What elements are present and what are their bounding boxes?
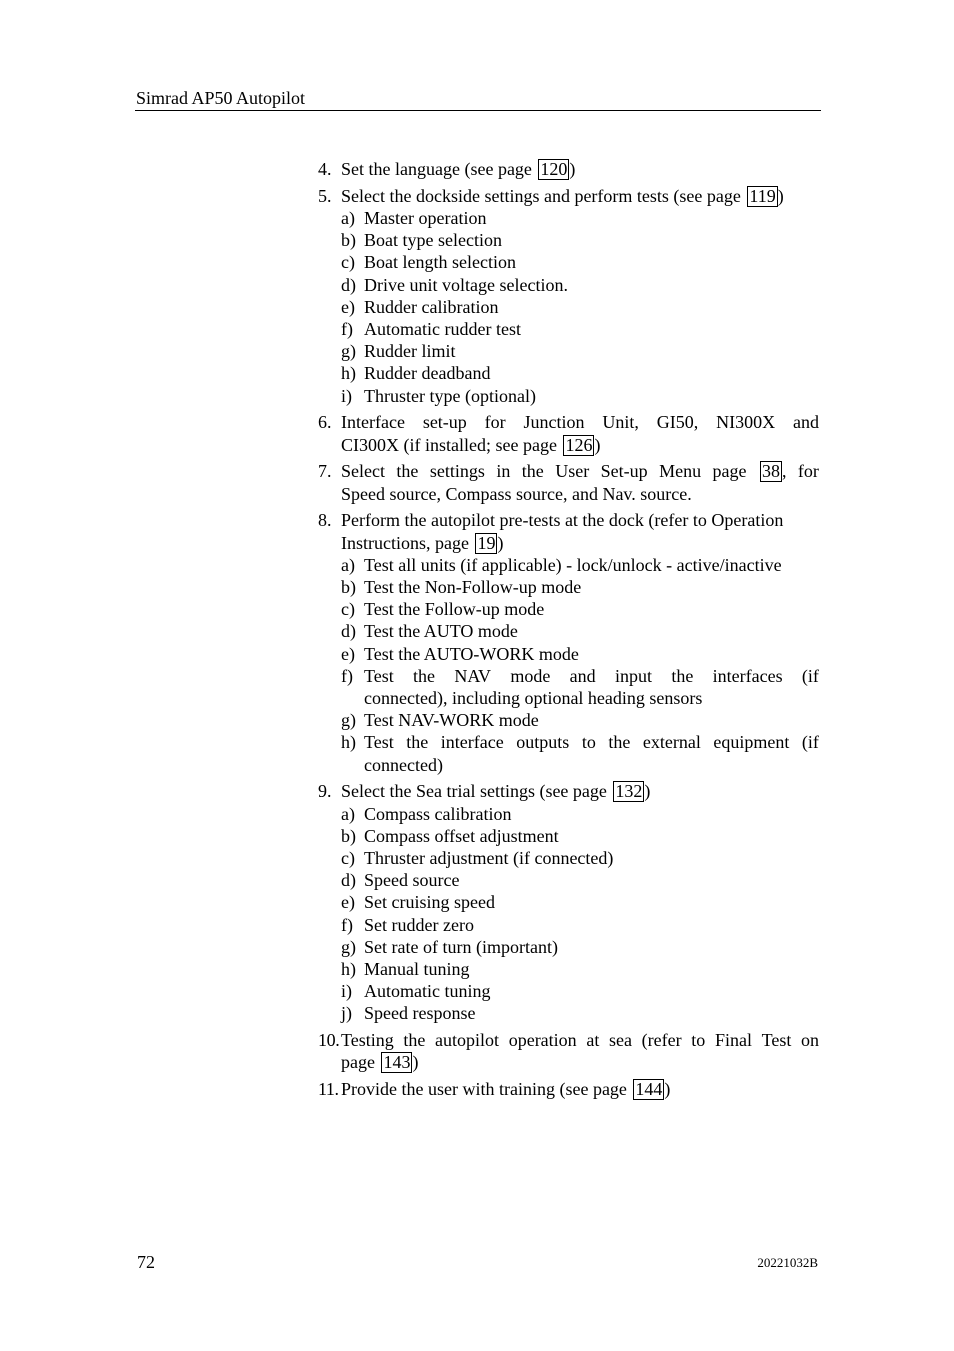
word: Set-up [600, 461, 648, 482]
item-tail: ) [594, 434, 601, 455]
word: the [396, 461, 419, 482]
page-reference-link[interactable]: 119 [749, 185, 776, 206]
word: input [614, 665, 652, 686]
sub-item-letter: g) [341, 341, 356, 362]
running-header-title: Simrad AP50 Autopilot [136, 88, 306, 108]
sub-item-text: Boat length selection [364, 252, 516, 273]
word: mode [510, 665, 551, 686]
item-tail: ) [497, 532, 504, 553]
word: the [406, 732, 429, 753]
sub-item [341, 665, 819, 687]
sub-item [341, 914, 819, 936]
item-text-justified [341, 411, 819, 433]
sub-item-letter: h) [341, 732, 356, 753]
sub-item [341, 803, 819, 825]
item-text: Perform the autopilot pre-tests at the dock (refer to Operation [341, 510, 784, 531]
sub-item-text-justified [364, 665, 819, 687]
list-item-5 [318, 185, 819, 407]
item-number: 6. [318, 412, 332, 433]
word: NAV [454, 665, 492, 686]
sub-item-letter: g) [341, 936, 356, 957]
sub-item-letter: d) [341, 870, 356, 891]
sub-item [341, 936, 819, 958]
item-text: page [341, 1052, 375, 1073]
word: equipment [713, 732, 790, 753]
item-number: 9. [318, 781, 332, 802]
word: Testing [341, 1030, 394, 1051]
list-item-11 [318, 1078, 819, 1100]
sub-item [341, 731, 819, 753]
sub-item-text: Test the Follow-up mode [364, 599, 545, 620]
sub-item-letter: a) [341, 803, 355, 824]
sub-item [341, 825, 819, 847]
item-number: 4. [318, 159, 332, 179]
sub-item-text: Master operation [364, 208, 487, 228]
sub-item-text: Thruster adjustment (if connected) [364, 848, 614, 869]
page-reference-link[interactable]: 120 [540, 159, 568, 179]
item-number: 10. [318, 1030, 340, 1051]
item-tail: ) [569, 159, 576, 179]
sub-item-text: Compass offset adjustment [364, 825, 559, 846]
word: on [801, 1030, 819, 1051]
page-reference-link[interactable]: 132 [615, 781, 643, 802]
word: NI300X [716, 412, 776, 433]
sub-item-text: Set rate of turn (important) [364, 936, 558, 957]
sub-item-continuation [341, 754, 819, 776]
sub-item-text: Drive unit voltage selection. [364, 274, 568, 295]
sub-item [341, 229, 819, 251]
word: (refer [641, 1030, 682, 1051]
sub-item-text: Test the Non-Follow-up mode [364, 577, 582, 598]
sub-item [341, 207, 819, 229]
list-item-7 [318, 460, 819, 504]
item-text-justified [341, 460, 819, 482]
word: the [608, 732, 631, 753]
sub-item-letter: f) [341, 319, 353, 340]
sub-item-text: Test the AUTO mode [364, 621, 518, 642]
page-reference-link[interactable]: 143 [383, 1052, 411, 1073]
word: page [712, 461, 747, 482]
word: outputs [516, 732, 570, 753]
sub-item-text: Test the AUTO-WORK mode [364, 643, 579, 664]
list-item-4 [318, 158, 819, 180]
item-tail: ) [644, 781, 651, 802]
sub-item-text-justified [364, 731, 819, 753]
sub-item-text: connected), including optional heading sensors [364, 688, 703, 709]
header-rule [135, 110, 821, 111]
sub-item-letter: b) [341, 577, 356, 598]
item-tail: ) [412, 1052, 419, 1073]
sub-item [341, 340, 819, 362]
item-tail: ) [664, 1079, 671, 1100]
word: for [797, 461, 819, 482]
procedure-list [318, 158, 819, 1105]
word: settings [429, 461, 485, 482]
sub-item-letter: h) [341, 959, 356, 980]
sub-item-text: Rudder deadband [364, 363, 491, 384]
sub-item-text: Test NAV-WORK mode [364, 710, 539, 731]
page-reference-link[interactable]: 19 [477, 532, 496, 553]
item-text-justified [341, 1029, 819, 1051]
item-text: Select the dockside settings and perform tests (see page [341, 185, 741, 206]
sub-item [341, 869, 819, 891]
sub-item-text: Automatic tuning [364, 981, 491, 1002]
word: the [671, 665, 694, 686]
item-number: 11. [318, 1079, 339, 1100]
sub-item-text: Test all units (if applicable) - lock/unlock - active/inactive [364, 554, 782, 575]
sub-item-letter: i) [341, 385, 352, 406]
list-item-10 [318, 1029, 819, 1073]
sub-item [341, 643, 819, 665]
word: (if [801, 732, 819, 753]
sub-item-text: connected) [364, 754, 443, 775]
item-text: Set the language (see page [341, 159, 532, 179]
document-number: 20221032B [757, 1255, 818, 1270]
word: Select [341, 461, 385, 482]
word: User [555, 461, 590, 482]
word: at [586, 1030, 600, 1051]
sub-item-text: Set cruising speed [364, 892, 495, 913]
word: to [581, 732, 596, 753]
page-reference-link[interactable]: 126 [565, 434, 593, 455]
sub-item-text: Compass calibration [364, 803, 512, 824]
sub-item-letter: f) [341, 665, 353, 686]
word: sea [609, 1030, 632, 1051]
sub-item-letter: e) [341, 892, 355, 913]
sub-item-letter: d) [341, 621, 356, 642]
sub-item-text: Speed source [364, 870, 460, 891]
sub-item-letter: e) [341, 296, 355, 317]
sub-item [341, 598, 819, 620]
item-number: 5. [318, 185, 332, 206]
sub-item [341, 891, 819, 913]
sub-list [318, 554, 819, 776]
sub-item [341, 318, 819, 340]
sub-item-text: Automatic rudder test [364, 319, 521, 340]
item-number: 7. [318, 461, 332, 482]
sub-item-letter: c) [341, 599, 355, 620]
item-text: Select the Sea trial settings (see page [341, 781, 607, 802]
sub-item-text: Manual tuning [364, 959, 470, 980]
word: Unit, [602, 412, 639, 433]
sub-item-letter: a) [341, 554, 355, 575]
word: the [413, 665, 436, 686]
word: and [569, 665, 596, 686]
sub-item-letter: b) [341, 825, 356, 846]
list-item-9 [318, 780, 819, 1024]
sub-item [341, 980, 819, 1002]
sub-item-letter: c) [341, 252, 355, 273]
word: GI50, [656, 412, 699, 433]
sub-list [318, 803, 819, 1025]
sub-item-text: Set rudder zero [364, 914, 474, 935]
sub-item-text: Rudder limit [364, 341, 456, 362]
sub-item [341, 958, 819, 980]
word: for [484, 412, 506, 433]
sub-item-text: Boat type selection [364, 230, 502, 251]
sub-item [341, 274, 819, 296]
word: to [691, 1030, 706, 1051]
sub-item-letter: f) [341, 914, 353, 935]
sub-item [341, 620, 819, 642]
word: the [521, 461, 544, 482]
item-text: Instructions, page [341, 532, 469, 553]
sub-item-letter: a) [341, 208, 355, 228]
sub-item-continuation [341, 687, 819, 709]
sub-item [341, 1002, 819, 1024]
item-text: Speed source, Compass source, and Nav. source. [341, 483, 692, 504]
sub-item-letter: e) [341, 643, 355, 664]
word: Final [714, 1030, 752, 1051]
page-number: 72 [137, 1252, 155, 1272]
list-item-6 [318, 411, 819, 455]
word: operation [508, 1030, 577, 1051]
sub-item-letter: b) [341, 230, 356, 251]
item-text: Provide the user with training (see page [341, 1079, 627, 1100]
sub-item-letter: g) [341, 710, 356, 731]
sub-item [341, 847, 819, 869]
sub-item-letter: c) [341, 848, 355, 869]
word: interfaces [712, 665, 783, 686]
sub-item [341, 576, 819, 598]
sub-item-text: Speed response [364, 1003, 476, 1024]
list-item-8 [318, 509, 819, 775]
word: set-up [422, 412, 467, 433]
word: Junction [523, 412, 585, 433]
word: Test [761, 1030, 792, 1051]
word: (if [801, 665, 819, 686]
word: and [792, 412, 819, 433]
sub-item-letter: i) [341, 981, 352, 1002]
word: in [496, 461, 511, 482]
sub-item [341, 251, 819, 273]
sub-list [318, 207, 819, 407]
sub-item-letter: d) [341, 274, 356, 295]
sub-item-text: Rudder calibration [364, 296, 499, 317]
sub-item-letter: j) [341, 1003, 352, 1024]
page-reference-link[interactable]: 144 [635, 1079, 663, 1100]
sub-item-letter: h) [341, 363, 356, 384]
sub-item-text: Thruster type (optional) [364, 385, 536, 406]
page-reference-link[interactable]: 38 [761, 461, 780, 482]
sub-item [341, 554, 819, 576]
word: Test [364, 732, 394, 753]
word: Test [364, 665, 394, 686]
sub-item [341, 362, 819, 384]
word: the [403, 1030, 426, 1051]
word: external [642, 732, 701, 753]
word: Interface [341, 412, 405, 433]
word: autopilot [435, 1030, 500, 1051]
item-tail: , [781, 461, 787, 482]
word: Menu [659, 461, 702, 482]
item-text: CI300X (if installed; see page [341, 434, 557, 455]
sub-item [341, 709, 819, 731]
word: interface [440, 732, 504, 753]
item-number: 8. [318, 510, 332, 531]
sub-item [341, 296, 819, 318]
item-tail: ) [777, 185, 784, 206]
sub-item [341, 385, 819, 407]
